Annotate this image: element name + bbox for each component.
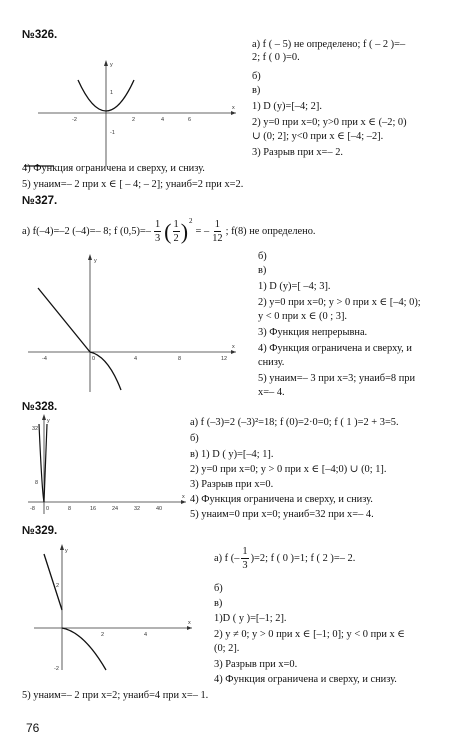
p327-answer-a [22,218,315,245]
fraction-denominator: 12 [212,233,223,244]
p327-a-post: ; f(8) не определено. [225,226,316,237]
p328-answer-a: а) f (–3)=2 (–3)²=18; f (0)=2·0=0; f ( 1 )=2 + 3=5. [190,417,399,428]
p328-answer-b: б) [190,433,199,444]
tick-label: 4 [134,356,138,362]
tick-label: 4 [161,117,165,123]
p326-answer-b: б) [252,71,261,82]
problem-327-header: №327. [22,195,58,207]
p328-d3: 3) Разрыв при x=0. [190,479,274,490]
tick-label: 12 [221,356,228,362]
fraction-numerator: 1 [242,546,248,557]
line-segment [38,288,90,352]
fraction [173,218,180,245]
tick-label: 32 [134,506,141,512]
p329-d5: 5) yнаим=– 2 при x=2; yнаиб=4 при x=– 1. [22,690,209,701]
p326-d2b: ∪ (0; 2]; y<0 при x ∈ [–4; –2]. [252,131,384,142]
tick-label: 1 [110,90,114,96]
graph-326 [38,58,238,168]
axis-label-y: y [47,418,50,424]
fraction-denominator: 3 [242,560,248,571]
p329-a-pre: а) f (– [214,553,240,564]
problem-326-header: №326. [22,29,58,41]
axis-label-y: y [110,62,113,68]
p329-answer-a [214,545,355,572]
p326-d1: 1) D (y)=[–4; 2]. [252,101,322,112]
p326-d3: 3) Разрыв при x=– 2. [252,147,343,158]
fraction [212,218,222,245]
fraction-denominator: 3 [154,233,161,244]
p327-d5b: x=– 4. [258,387,285,398]
p328-d4: 4) Функция ограничена и сверху, и снизу. [190,494,373,505]
tick-label: 24 [112,506,119,512]
p326-answer-a-line2: 2; f ( 0 )=0. [252,52,300,63]
p327-d4a: 4) Функция ограничена и сверху, и [258,343,412,354]
fraction [241,545,248,572]
p327-a-eq: = – [195,226,210,237]
fraction-numerator: 1 [173,219,179,230]
tick-label: 16 [90,506,97,512]
fraction-numerator: 1 [154,219,161,230]
parabola-branch [62,628,106,670]
graph-328 [28,412,188,516]
tick-label: 8 [68,506,72,512]
p327-d2b: y < 0 при x ∈ (0 ; 3]. [258,311,348,322]
paren-open: ( [164,218,172,244]
tick-label: 2 [56,583,60,589]
tick-label: 8 [35,480,39,486]
fraction [154,218,161,245]
tick-label: 0 [92,356,96,362]
p326-answer-v: в) [252,85,261,96]
p327-a-pre: а) f(–4)=–2 (–4)=– 8; f (0,5)=– [22,226,151,237]
p327-answer-v: в) [258,265,267,276]
line-segment [44,554,62,610]
page-number: 76 [26,721,40,735]
tick-label: 32 [32,426,39,432]
p327-d5a: 5) yнаим=– 3 при x=3; yнаиб=8 при [258,373,416,384]
p329-answer-v: в) [214,598,223,609]
problem-328-header: №328. [22,401,58,413]
axis-label-x: x [232,344,235,350]
p326-answer-a-line1: а) f ( – 5) не определено; f ( – 2 )=– [252,39,406,50]
p329-d2b: (0; 2]. [214,643,240,654]
p328-v1: в) 1) D ( y)=[–4; 1]. [190,449,274,460]
parabola-branch [39,424,44,502]
tick-label: 2 [132,117,136,123]
tick-label: -8 [30,506,35,512]
graph-327 [28,252,238,394]
p326-d2a: 2) y=0 при x=0; y>0 при x ∈ (–2; 0) [252,117,407,128]
fraction-numerator: 1 [214,219,220,230]
axis-label-x: x [188,620,191,626]
tick-label: -4 [42,356,47,362]
p328-d2: 2) y=0 при x=0; y > 0 при x ∈ [–4;0) ∪ (0; 1]. [190,464,387,475]
line-segment [44,424,47,502]
axis-label-x: x [182,494,185,500]
tick-label: -1 [110,130,115,136]
p329-d1: 1)D ( y )=[–1; 2]. [214,613,287,624]
tick-label: 40 [156,506,163,512]
tick-label: 4 [144,632,148,638]
p327-d1: 1) D (y)=[ –4; 3]. [258,281,331,292]
p327-d4b: снизу. [258,357,285,368]
p327-answer-b: б) [258,251,267,262]
p328-d5: 5) yнаим=0 при x=0; yнаиб=32 при x=– 4. [190,509,374,520]
axis-label-x: x [232,105,235,111]
p327-d3: 3) Функция непрерывна. [258,327,368,338]
tick-label: 0 [46,506,50,512]
tick-label: -2 [72,117,77,123]
problem-329-header: №329. [22,525,58,537]
p329-d3: 3) Разрыв при x=0. [214,659,298,670]
axis-label-y: y [65,548,68,554]
fraction-denominator: 2 [173,233,179,244]
tick-label: 8 [178,356,182,362]
axis-label-y: y [94,258,97,264]
exponent: 2 [189,217,193,226]
p329-d2a: 2) y ≠ 0; y > 0 при x ∈ [–1; 0]; y < 0 при x ∈ [214,629,405,640]
tick-label: -2 [54,666,59,672]
tick-label: 6 [188,117,192,123]
graph-329 [34,542,194,672]
paren-close: ) [180,218,189,244]
p326-d5: 5) yнаим=– 2 при x ∈ [ – 4; – 2]; yнаиб=2 при x=2. [22,179,244,190]
tick-label: 2 [101,632,105,638]
p329-d4: 4) Функция ограничена и сверху, и снизу. [214,674,397,685]
p329-a-post: )=2; f ( 0 )=1; f ( 2 )=– 2. [250,553,356,564]
p329-answer-b: б) [214,583,223,594]
p327-d2a: 2) y=0 при x=0; y > 0 при x ∈ [–4; 0); [258,297,421,308]
p326-d4: 4) Функция ограничена и сверху, и снизу. [22,163,205,174]
